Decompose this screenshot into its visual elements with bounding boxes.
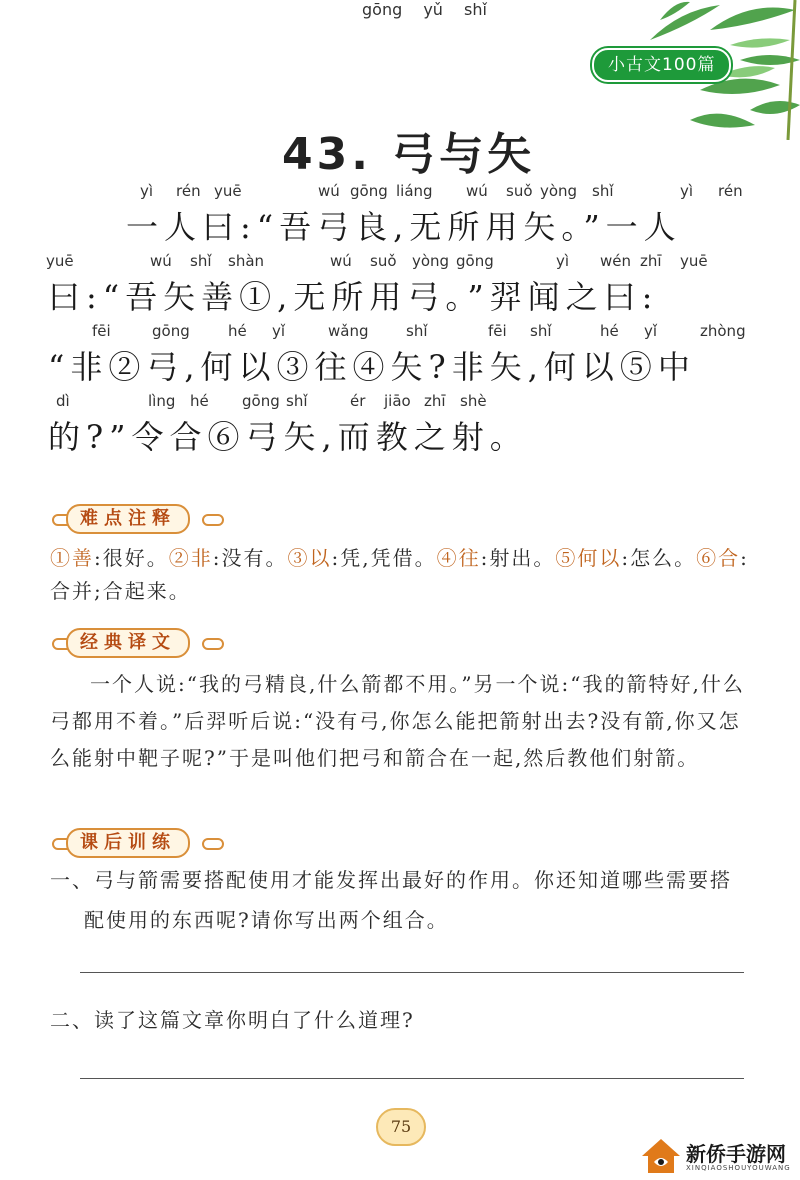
note-definition: :没有。 <box>212 546 288 570</box>
notes-list <box>50 542 750 608</box>
note-number: ③以 <box>287 546 332 570</box>
watermark-house-icon <box>640 1136 682 1176</box>
poem-pinyin-line-3: fēi gōng hé yǐ wǎng shǐ fēi shǐ hé yǐ zhòng <box>92 322 746 340</box>
ornament-right-icon <box>202 638 224 650</box>
note-definition: :凭,凭借。 <box>331 546 437 570</box>
note-number: ①善 <box>50 546 94 570</box>
note-definition: :怎么。 <box>621 546 697 570</box>
ornament-right-icon <box>202 838 224 850</box>
page-number: 75 <box>376 1108 426 1146</box>
ornament-right-icon <box>202 514 224 526</box>
answer-line-1[interactable] <box>80 972 744 973</box>
question-1: 一、弓与箭需要搭配使用才能发挥出最好的作用。你还知道哪些需要搭配使用的东西呢?请你写出两个组合。 <box>50 868 732 932</box>
poem-pinyin-line-1: yì rén yuē wú gōng liáng wú suǒ yòng shǐ yì rén <box>140 182 743 200</box>
note-definition: :合并;合起来。 <box>50 546 749 603</box>
note-number: ⑤何以 <box>555 546 622 570</box>
note-number: ⑥合 <box>696 546 741 570</box>
poem-pinyin-line-2: yuē wú shǐ shàn wú suǒ yòng gōng yì wén zhī yuē <box>46 252 708 270</box>
page-title: 43. 弓与矢 <box>282 129 536 180</box>
note-definition: :很好。 <box>94 546 169 570</box>
question-2: 二、读了这篇文章你明白了什么道理? <box>50 1008 415 1032</box>
series-badge: 小古文100篇 <box>592 48 731 82</box>
note-definition: :射出。 <box>480 546 556 570</box>
note-number: ④往 <box>436 546 481 570</box>
title-pinyin: gōng yǔ shǐ <box>362 0 487 19</box>
answer-line-2[interactable] <box>80 1078 744 1079</box>
note-number: ②非 <box>168 546 213 570</box>
watermark-logo: 新侨手游网 XINQIAOSHOUYOUWANG <box>640 1136 800 1179</box>
poem-pinyin-line-4: dì lìng hé gōng shǐ ér jiāo zhī shè <box>56 392 487 410</box>
section-exercise-heading: 课后训练 <box>52 824 222 858</box>
section-translation-heading: 经典译文 <box>52 624 222 658</box>
section-notes-heading: 难点注释 <box>52 500 222 534</box>
translation-paragraph: 一个人说:“我的弓精良,什么箭都不用。”另一个说:“我的箭特好,什么弓都用不着。”后羿听后说:“没有弓,你怎么能把箭射出去?没有箭,你又怎么能射中靶子呢?”于是叫他们把弓和箭合在一起,然后教他们射箭。 <box>50 672 745 770</box>
